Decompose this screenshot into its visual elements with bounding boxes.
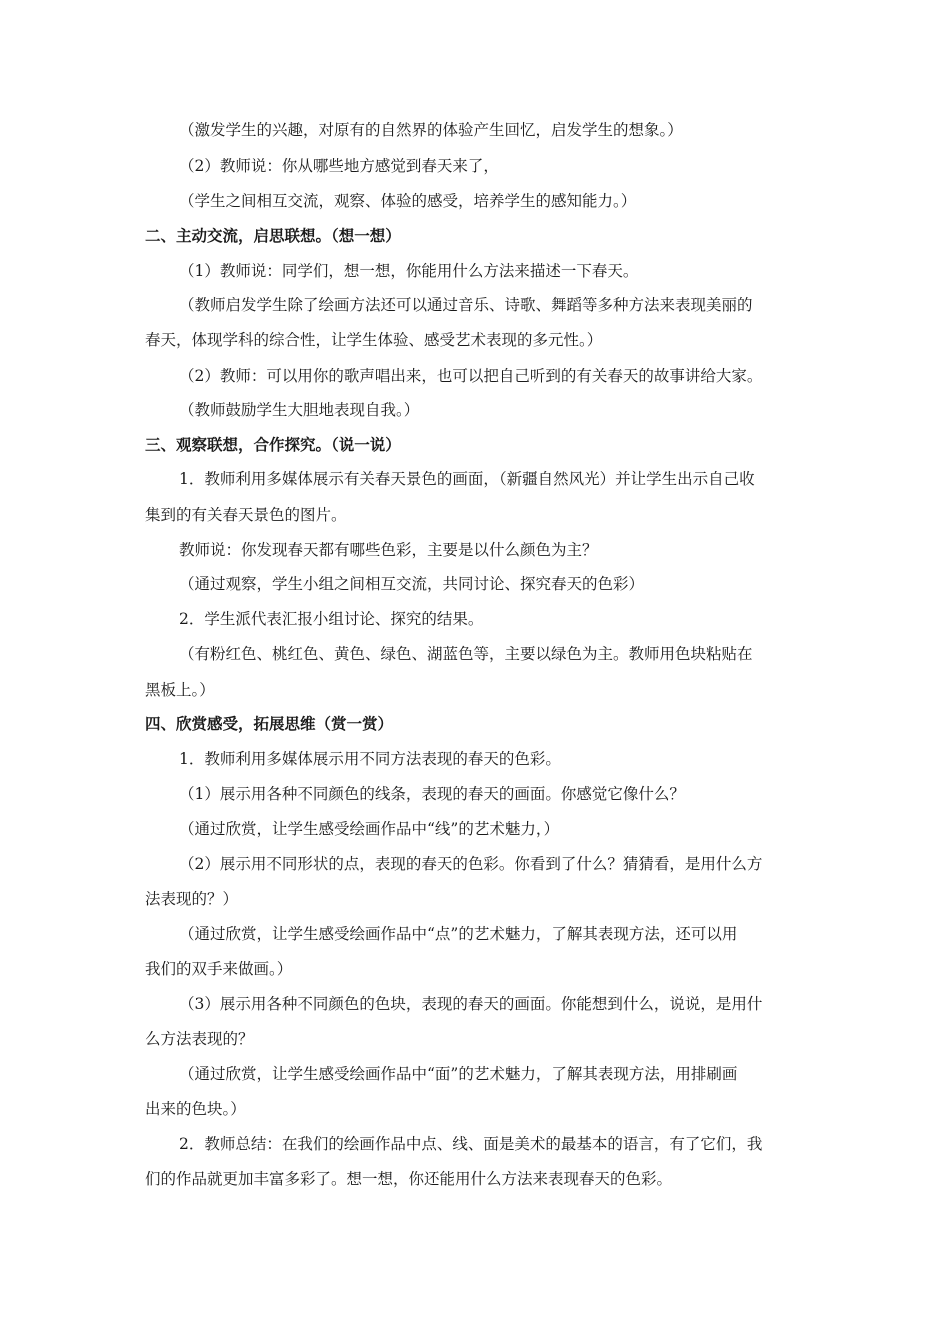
paragraph-line: （教师鼓励学生大胆地表现自我。） xyxy=(179,401,420,419)
paragraph-line: 教师说：你发现春天都有哪些色彩，主要是以什么颜色为主？ xyxy=(179,541,598,559)
paragraph-line: （1）教师说：同学们，想一想，你能用什么方法来描述一下春天。 xyxy=(179,262,639,280)
paragraph-line: （通过欣赏，让学生感受绘画作品中“线”的艺术魅力，） xyxy=(179,820,560,838)
paragraph-line: （2）教师：可以用你的歌声唱出来，也可以把自己听到的有关春天的故事讲给大家。 xyxy=(179,367,763,385)
paragraph-line: （学生之间相互交流，观察、体验的感受，培养学生的感知能力。） xyxy=(179,192,637,210)
paragraph-line: （通过欣赏，让学生感受绘画作品中“点”的艺术魅力，了解其表现方法，还可以用 xyxy=(179,925,738,943)
paragraph-line: （2）教师说：你从哪些地方感觉到春天来了， xyxy=(179,157,499,175)
paragraph-line: （通过欣赏，让学生感受绘画作品中“面”的艺术魅力，了解其表现方法，用排刷画 xyxy=(179,1065,738,1083)
paragraph-line: 我们的双手来做画。） xyxy=(145,960,293,978)
paragraph-line: 们的作品就更加丰富多彩了。想一想，你还能用什么方法来表现春天的色彩。 xyxy=(145,1170,673,1188)
section-heading: 三、观察联想，合作探究。（说一说） xyxy=(145,435,401,454)
section-heading: 二、主动交流，启思联想。（想一想） xyxy=(145,226,401,245)
paragraph-line: 春天，体现学科的综合性，让学生体验、感受艺术表现的多元性。） xyxy=(145,331,603,349)
paragraph-line: 么方法表现的？ xyxy=(145,1030,254,1048)
paragraph-line: （激发学生的兴趣，对原有的自然界的体验产生回忆，启发学生的想象。） xyxy=(179,121,683,139)
paragraph-line: 集到的有关春天景色的图片。 xyxy=(145,506,347,524)
paragraph-line: 法表现的？） xyxy=(145,890,239,908)
section-heading: 四、欣赏感受，拓展思维（赏一赏） xyxy=(145,714,394,733)
paragraph-line: （通过观察，学生小组之间相互交流，共同讨论、探究春天的色彩） xyxy=(179,575,645,593)
paragraph-line: 1．教师利用多媒体展示用不同方法表现的春天的色彩。 xyxy=(179,750,561,768)
paragraph-line: 黑板上。） xyxy=(145,681,215,699)
paragraph-line: （1）展示用各种不同颜色的线条，表现的春天的画面。你感觉它像什么？ xyxy=(179,785,685,803)
paragraph-line: （有粉红色、桃红色、黄色、绿色、湖蓝色等，主要以绿色为主。教师用色块粘贴在 xyxy=(179,645,753,663)
paragraph-line: 2．教师总结：在我们的绘画作品中点、线、面是美术的最基本的语言，有了它们，我 xyxy=(179,1135,763,1153)
paragraph-line: （教师启发学生除了绘画方法还可以通过音乐、诗歌、舞蹈等多种方法来表现美丽的 xyxy=(179,296,753,314)
paragraph-line: 2．学生派代表汇报小组讨论、探究的结果。 xyxy=(179,610,484,628)
paragraph-line: （2）展示用不同形状的点，表现的春天的色彩。你看到了什么？猜猜看，是用什么方 xyxy=(179,855,763,873)
paragraph-line: 1．教师利用多媒体展示有关春天景色的画面，（新疆自然风光）并让学生出示自己收 xyxy=(179,470,755,488)
paragraph-line: （3）展示用各种不同颜色的色块，表现的春天的画面。你能想到什么，说说，是用什 xyxy=(179,995,763,1013)
paragraph-line: 出来的色块。） xyxy=(145,1100,246,1118)
